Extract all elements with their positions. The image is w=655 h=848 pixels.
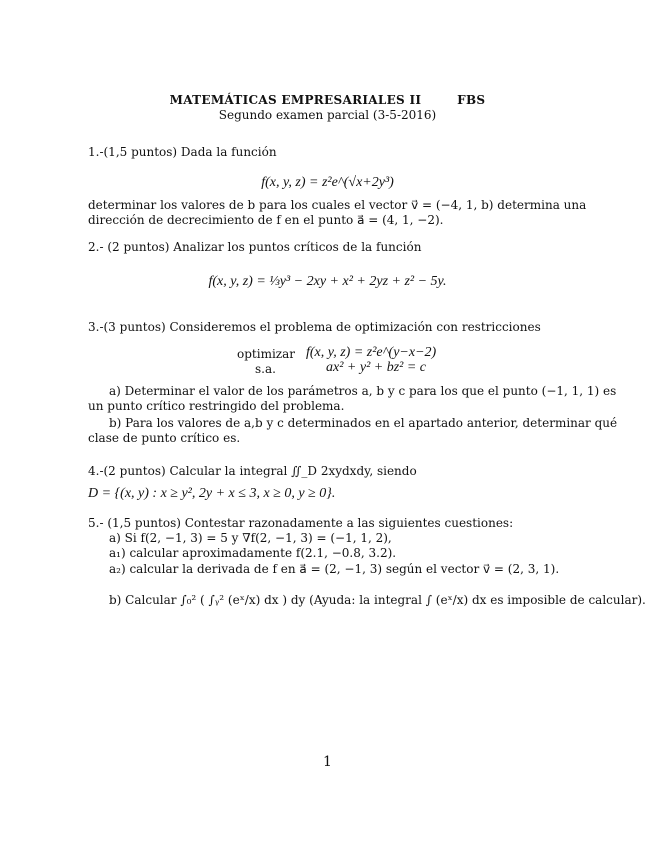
q5a-text: a) Si f(2, −1, 3) = 5 y ∇f(2, −1, 3) = (−1, 1, 2),: [109, 531, 392, 545]
q3b-text-1: b) Para los valores de a,b y c determinados en el apartado anterior, determinar qué: [109, 416, 618, 430]
q1-heading: 1.-(1,5 puntos) Dada la función: [88, 145, 277, 159]
q5a1-text: a₁) calcular aproximadamente f(2.1, −0.8, 3.2).: [109, 546, 397, 560]
q2-heading: 2.- (2 puntos) Analizar los puntos críticos de la función: [88, 240, 422, 254]
q3-st-label: s.a.: [255, 362, 276, 376]
q3a-text-1: a) Determinar el valor de los parámetros a, b y c para los que el punto (−1, 1, 1) es: [109, 384, 617, 398]
exam-subtitle: Segundo examen parcial (3-5-2016): [218, 108, 437, 122]
page-number: 1: [323, 754, 332, 770]
q3-opt-label: optimizar: [237, 347, 295, 361]
q1-formula: f(x, y, z) = z²e^(√x+2y³): [261, 175, 394, 190]
q3-heading: 3.-(3 puntos) Consideremos el problema de optimización con restricciones: [88, 320, 541, 334]
q3a-text-2: un punto crítico restringido del problema.: [88, 399, 345, 413]
q5a2-text: a₂) calcular la derivada de f en a⃗ = (2, −1, 3) según el vector v⃗ = (2, 3, 1).: [109, 562, 560, 576]
q4-heading: 4.-(2 puntos) Calcular la integral ∬_D 2xydxdy, siendo: [88, 464, 417, 478]
q1-text-2: dirección de decrecimiento de f en el punto a⃗ = (4, 1, −2).: [88, 213, 444, 227]
q1-text-1: determinar los valores de b para los cuales el vector v⃗ = (−4, 1, b) determina una: [88, 198, 587, 212]
q5b-text: b) Calcular ∫₀² ( ∫ᵧ² (eˣ/x) dx ) dy (Ayuda: la integral ∫ (eˣ/x) dx es imposible de calcular).: [109, 593, 646, 607]
q5-heading: 5.- (1,5 puntos) Contestar razonadamente a las siguientes cuestiones:: [88, 516, 514, 530]
q3-st-formula: ax² + y² + bz² = c: [326, 360, 427, 375]
exam-title: MATEMÁTICAS EMPRESARIALES II FBS: [169, 93, 486, 107]
q4-domain: D = {(x, y) : x ≥ y², 2y + x ≤ 3, x ≥ 0, y ≥ 0}.: [88, 486, 336, 501]
q2-formula: f(x, y, z) = ⅓y³ − 2xy + x² + 2yz + z² − 5y.: [208, 274, 447, 289]
q3b-text-2: clase de punto crítico es.: [88, 431, 241, 445]
q3-opt-formula: f(x, y, z) = z²e^(y−x−2): [306, 345, 437, 360]
